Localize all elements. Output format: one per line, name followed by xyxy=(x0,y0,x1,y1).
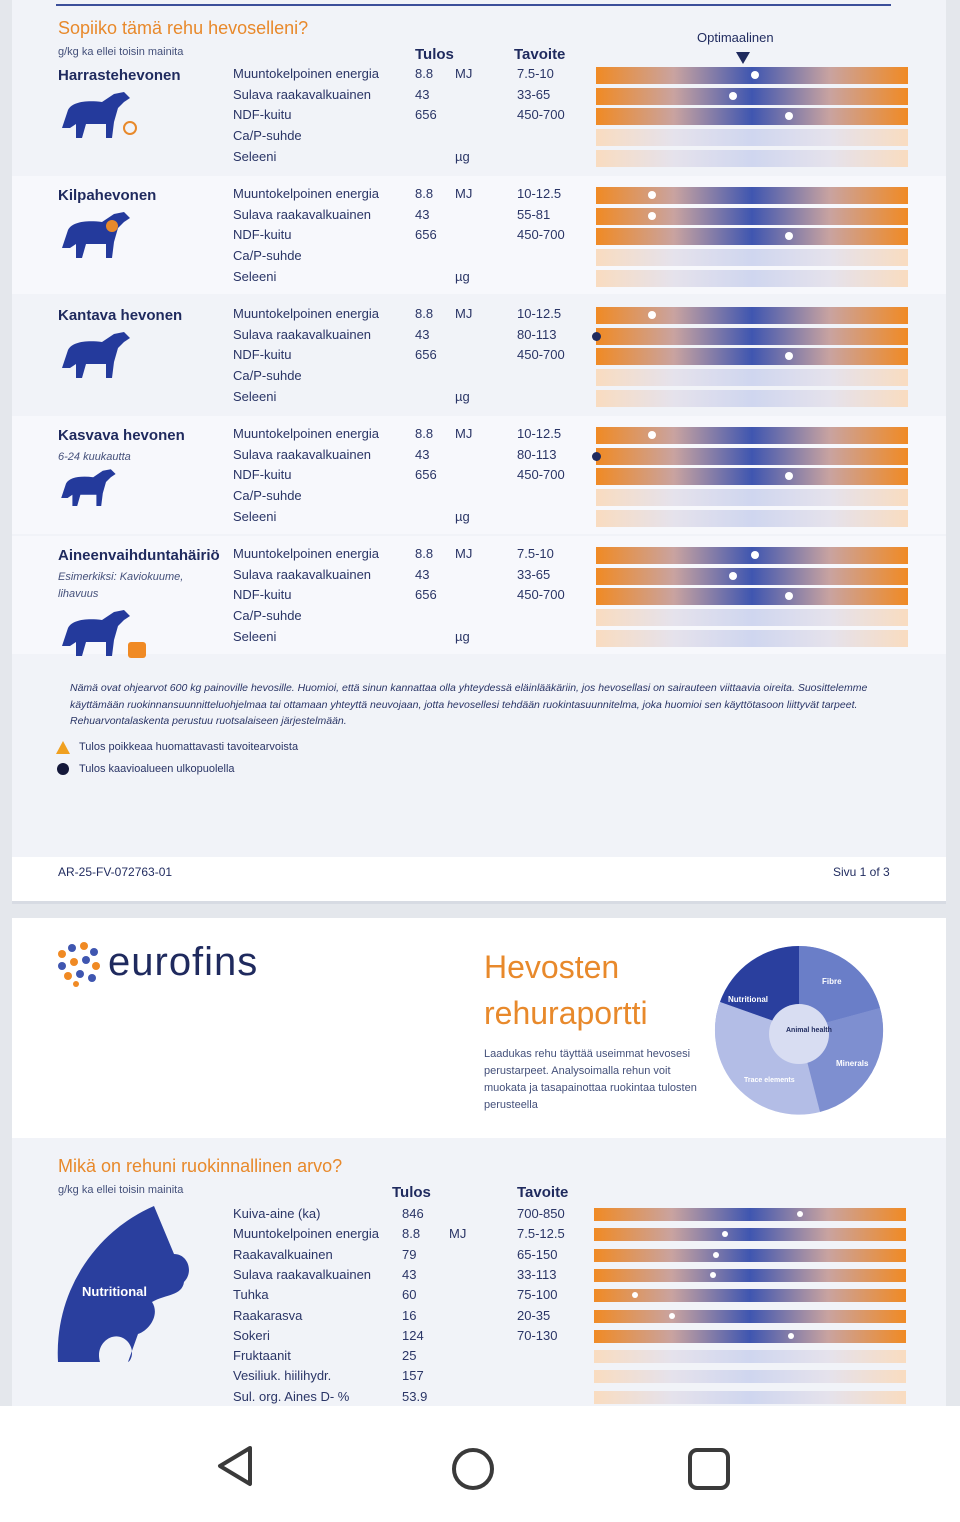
horse-medical-icon xyxy=(58,606,148,666)
puzzle-minerals-label: Minerals xyxy=(836,1059,869,1068)
param-unit: MJ xyxy=(455,426,473,441)
param-target: 33-65 xyxy=(517,86,551,102)
nutrient-result-marker xyxy=(632,1292,638,1298)
param-unit: µg xyxy=(455,508,470,524)
range-bar xyxy=(596,609,908,626)
range-bar xyxy=(596,67,908,84)
eurofins-logo-icon xyxy=(54,940,102,988)
param-target: 450-700 xyxy=(517,107,565,123)
group-name: Harrastehevonen xyxy=(58,67,181,84)
nutrient-target: 70-130 xyxy=(517,1327,558,1343)
range-bar xyxy=(596,630,908,647)
param-value: 43 xyxy=(415,566,430,582)
puzzle-trace-label: Trace elements xyxy=(744,1077,795,1084)
legend-outside: Tulos kaavioalueen ulkopuolella xyxy=(79,763,235,775)
nutrient-range-bar xyxy=(594,1350,906,1363)
param-value: 656 xyxy=(415,347,437,363)
nutrient-target: 65-150 xyxy=(517,1246,558,1262)
horse-foal-icon xyxy=(58,466,148,526)
param-label: NDF-kuitu xyxy=(233,107,292,123)
guidance-note: Nämä ovat ohjearvot 600 kg painoville hevosille. Huomioi, että sinun kannattaa olla yhteydessä eläinlääkäriin, jos hevosellasi on sairauteen viittaavia oireita. Suosittelemme käyttämään ruokinnansuunnitteluohjelmaa tai ottamaan yhteyttä neuvojaan, jotta hevosellesi tehdään ruokintasuunnitelma, joka huomioi sen käyttötasoon liittyvät tarpeet. Rehuarvontalaskenta perustuu ruotsalaiseen järjestelmään. xyxy=(70,682,868,727)
param-value: 656 xyxy=(415,587,437,603)
warning-icon xyxy=(56,741,70,754)
col-target-header: Tavoite xyxy=(514,46,566,63)
param-unit: µg xyxy=(455,268,470,284)
range-bar xyxy=(596,348,908,365)
top-divider xyxy=(56,4,891,6)
nutrient-label: Sul. org. Aines D- % xyxy=(233,1388,350,1404)
range-bar xyxy=(596,468,908,485)
param-target: 55-81 xyxy=(517,206,551,222)
range-bar xyxy=(596,448,908,465)
param-label: Muuntokelpoinen energia xyxy=(233,66,379,81)
result-marker xyxy=(648,431,656,439)
nutrient-value: 53.9 xyxy=(402,1388,428,1404)
nutrient-label: Kuiva-aine (ka) xyxy=(233,1206,321,1221)
result-marker xyxy=(785,352,793,360)
nutrient-label: Muuntokelpoinen energia xyxy=(233,1226,379,1242)
nutrient-label: Tuhka xyxy=(233,1287,269,1303)
legend-warning: Tulos poikkeaa huomattavasti tavoitearvoista xyxy=(79,741,299,753)
report-title-line1: Hevosten xyxy=(484,949,620,985)
range-bar xyxy=(596,369,908,386)
nutritional-piece-label: Nutritional xyxy=(82,1284,147,1299)
param-target: 80-113 xyxy=(517,446,557,462)
param-label: Ca/P-suhde xyxy=(233,488,302,504)
param-value: 8.8 xyxy=(415,306,434,321)
nutrient-range-bar xyxy=(594,1208,906,1221)
param-label: Seleeni xyxy=(233,268,277,284)
nutrient-range-bar xyxy=(594,1249,906,1262)
range-bar xyxy=(596,88,908,105)
param-target: 7.5-10 xyxy=(517,546,554,561)
param-unit: MJ xyxy=(455,66,473,81)
param-label: Sulava raakavalkuainen xyxy=(233,446,372,462)
range-bar xyxy=(596,307,908,324)
range-bar xyxy=(596,249,908,266)
param-label: Sulava raakavalkuainen xyxy=(233,566,372,582)
result-marker xyxy=(729,92,737,100)
horse-leisure-icon xyxy=(58,88,148,148)
range-bar xyxy=(596,228,908,245)
nutrient-value: 124 xyxy=(402,1327,424,1343)
param-label: Seleeni xyxy=(233,148,277,164)
outside-result-marker xyxy=(592,452,601,461)
param-unit: MJ xyxy=(455,306,473,321)
range-bar xyxy=(596,588,908,605)
nutrient-range-bar xyxy=(594,1391,906,1404)
nutrient-target: 700-850 xyxy=(517,1206,565,1221)
col-result-header: Tulos xyxy=(415,46,454,63)
nutritional-puzzle-piece-icon xyxy=(54,1202,200,1372)
result-marker xyxy=(785,232,793,240)
nutrient-label: Sulava raakavalkuainen xyxy=(233,1266,372,1282)
param-value: 43 xyxy=(415,326,430,342)
nutrient-range-bar xyxy=(594,1330,906,1343)
param-label: Muuntokelpoinen energia xyxy=(233,306,379,321)
param-label: NDF-kuitu xyxy=(233,227,292,243)
report-page-2 xyxy=(12,918,946,1406)
param-label: Muuntokelpoinen energia xyxy=(233,186,379,201)
param-value: 43 xyxy=(415,206,430,222)
param-unit: µg xyxy=(455,388,470,404)
optimal-arrow-icon xyxy=(736,52,750,64)
param-label: Seleeni xyxy=(233,388,277,404)
nutrient-result-marker xyxy=(797,1211,803,1217)
param-label: Muuntokelpoinen energia xyxy=(233,546,379,561)
nutrient-range-bar xyxy=(594,1310,906,1323)
param-label: Seleeni xyxy=(233,628,277,644)
nutrient-range-bar xyxy=(594,1228,906,1241)
param-value: 656 xyxy=(415,467,437,483)
param-label: Sulava raakavalkuainen xyxy=(233,86,372,102)
nutrient-value: 79 xyxy=(402,1246,417,1262)
nutrient-label: Sokeri xyxy=(233,1327,270,1343)
page-footer xyxy=(12,857,946,904)
group-subtitle: 6-24 kuukautta xyxy=(58,451,131,463)
android-navigation-bar xyxy=(0,1406,960,1522)
page-2-header xyxy=(12,918,946,1138)
param-label: NDF-kuitu xyxy=(233,467,292,483)
horse-pregnant-icon xyxy=(58,328,148,388)
report-title-line2: rehuraportti xyxy=(484,995,648,1031)
range-bar xyxy=(596,187,908,204)
result-marker xyxy=(751,71,759,79)
nutritional-value-title: Mikä on rehuni ruokinnallinen arvo? xyxy=(58,1156,343,1176)
back-button-icon[interactable] xyxy=(214,1444,258,1488)
nutrient-value: 43 xyxy=(402,1266,417,1282)
group-name: Kasvava hevonen xyxy=(58,427,185,444)
param-target: 450-700 xyxy=(517,587,565,603)
unit-note-2: g/kg ka ellei toisin mainita xyxy=(58,1184,184,1196)
param-label: Muuntokelpoinen energia xyxy=(233,426,379,441)
param-target: 10-12.5 xyxy=(517,426,562,441)
document-id: AR-25-FV-072763-01 xyxy=(58,865,173,879)
param-value: 656 xyxy=(415,227,437,243)
puzzle-fibre-label: Fibre xyxy=(822,977,842,986)
range-bar xyxy=(596,129,908,146)
nutrient-value: 8.8 xyxy=(402,1226,421,1242)
result-marker xyxy=(648,311,656,319)
param-unit: µg xyxy=(455,628,470,644)
result-marker xyxy=(648,191,656,199)
param-unit: MJ xyxy=(455,546,473,561)
col-target-header-2: Tavoite xyxy=(517,1184,569,1201)
param-label: Ca/P-suhde xyxy=(233,368,302,384)
param-label: Ca/P-suhde xyxy=(233,608,302,624)
range-bar xyxy=(596,208,908,225)
param-unit: MJ xyxy=(455,186,473,201)
param-target: 33-65 xyxy=(517,566,551,582)
param-label: NDF-kuitu xyxy=(233,587,292,603)
nutrient-target: 75-100 xyxy=(517,1287,558,1303)
param-target: 450-700 xyxy=(517,467,565,483)
nutrient-target: 20-35 xyxy=(517,1307,551,1323)
result-marker xyxy=(785,472,793,480)
nutrient-value: 846 xyxy=(402,1206,424,1221)
nutrient-target: 7.5-12.5 xyxy=(517,1226,565,1242)
param-value: 8.8 xyxy=(415,186,434,201)
outside-dot-icon xyxy=(57,763,69,775)
nutrient-label: Vesiliuk. hiilihydr. xyxy=(233,1368,332,1384)
result-marker xyxy=(785,592,793,600)
param-label: NDF-kuitu xyxy=(233,347,292,363)
recents-button-icon[interactable] xyxy=(686,1446,732,1492)
nutrition-puzzle-wheel xyxy=(710,944,888,1116)
optimal-label: Optimaalinen xyxy=(697,30,774,45)
home-button-icon[interactable] xyxy=(450,1446,496,1492)
group-name: Kantava hevonen xyxy=(58,307,183,324)
param-value: 656 xyxy=(415,107,437,123)
range-bar xyxy=(596,547,908,564)
param-value: 8.8 xyxy=(415,66,434,81)
nutrient-label: Raakavalkuainen xyxy=(233,1246,333,1262)
param-value: 43 xyxy=(415,446,430,462)
param-value: 43 xyxy=(415,86,430,102)
group-subtitle: Esimerkiksi: Kaviokuume, lihavuus xyxy=(58,571,184,600)
nutrient-value: 25 xyxy=(402,1348,417,1364)
nutrient-unit: MJ xyxy=(449,1226,467,1242)
nutrient-result-marker xyxy=(713,1252,719,1258)
nutrient-target: 33-113 xyxy=(517,1266,557,1282)
param-target: 10-12.5 xyxy=(517,306,562,321)
puzzle-animal-health-label: Animal health xyxy=(786,1027,832,1034)
nutrient-value: 16 xyxy=(402,1307,417,1323)
eurofins-logo-text: eurofins xyxy=(108,940,259,984)
range-bar xyxy=(596,270,908,287)
nutrient-result-marker xyxy=(669,1313,675,1319)
range-bar xyxy=(596,568,908,585)
param-label: Ca/P-suhde xyxy=(233,128,302,144)
param-target: 450-700 xyxy=(517,347,565,363)
nutrient-result-marker xyxy=(788,1333,794,1339)
result-marker xyxy=(751,551,759,559)
page-number: Sivu 1 of 3 xyxy=(833,865,890,879)
puzzle-nutritional-label: Nutritional xyxy=(728,995,768,1004)
report-page-1 xyxy=(12,0,946,904)
range-bar xyxy=(596,489,908,506)
param-label: Seleeni xyxy=(233,508,277,524)
range-bar xyxy=(596,150,908,167)
param-label: Ca/P-suhde xyxy=(233,248,302,264)
range-bar xyxy=(596,510,908,527)
horse-race-icon xyxy=(58,208,148,268)
param-target: 80-113 xyxy=(517,326,557,342)
col-result-header-2: Tulos xyxy=(392,1184,431,1201)
range-bar xyxy=(596,108,908,125)
result-marker xyxy=(785,112,793,120)
result-marker xyxy=(648,212,656,220)
range-bar xyxy=(596,328,908,345)
outside-result-marker xyxy=(592,332,601,341)
nutrient-range-bar xyxy=(594,1289,906,1302)
nutrient-range-bar xyxy=(594,1269,906,1282)
group-name: Aineenvaihduntahäiriö xyxy=(58,547,220,564)
nutrient-range-bar xyxy=(594,1370,906,1383)
nutrient-result-marker xyxy=(710,1272,716,1278)
suitability-title: Sopiiko tämä rehu hevoselleni? xyxy=(58,18,309,38)
range-bar xyxy=(596,390,908,407)
group-name: Kilpahevonen xyxy=(58,187,157,204)
report-description: Laadukas rehu täyttää useimmat hevosesi perustarpeet. Analysoimalla rehun voit muokata ja tasapainottaa ruokintaa tulosten perusteella xyxy=(484,1048,697,1111)
param-label: Sulava raakavalkuainen xyxy=(233,206,372,222)
result-marker xyxy=(729,572,737,580)
param-target: 10-12.5 xyxy=(517,186,562,201)
param-target: 7.5-10 xyxy=(517,66,554,81)
param-target: 450-700 xyxy=(517,227,565,243)
param-value: 8.8 xyxy=(415,546,434,561)
nutrient-label: Raakarasva xyxy=(233,1307,303,1323)
param-value: 8.8 xyxy=(415,426,434,441)
param-label: Sulava raakavalkuainen xyxy=(233,326,372,342)
nutrient-label: Fruktaanit xyxy=(233,1348,291,1364)
unit-note: g/kg ka ellei toisin mainita xyxy=(58,46,184,58)
nutrient-value: 157 xyxy=(402,1368,424,1384)
nutrient-result-marker xyxy=(722,1231,728,1237)
param-unit: µg xyxy=(455,148,470,164)
range-bar xyxy=(596,427,908,444)
nutrient-value: 60 xyxy=(402,1287,417,1303)
